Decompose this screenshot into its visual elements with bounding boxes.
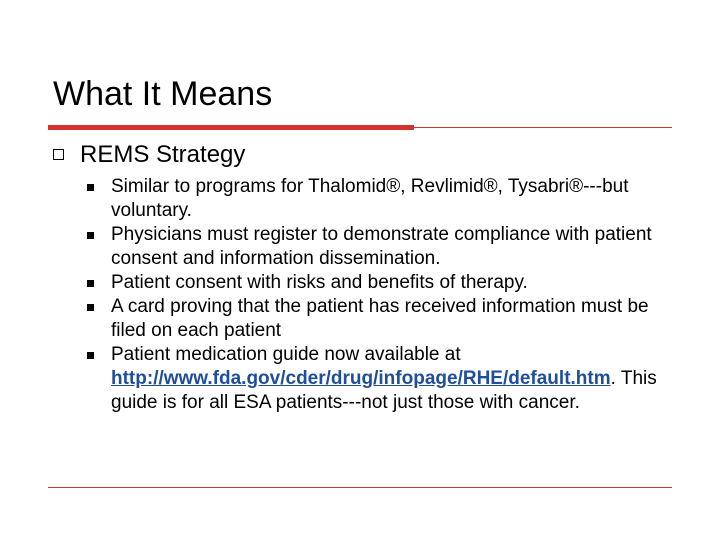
- square-bullet-icon: [87, 280, 94, 287]
- sub-bullet-text: A card proving that the patient has received information must be filed on each patient: [111, 296, 649, 341]
- list-item: [111, 271, 677, 295]
- slide-title: What It Means: [53, 75, 273, 113]
- list-item: [111, 295, 677, 343]
- hollow-square-bullet-icon: [53, 149, 64, 160]
- sub-bullet-text: Physicians must register to demonstrate compliance with patient consent and information dissemination.: [111, 224, 652, 269]
- list-item: [111, 175, 677, 223]
- main-bullet-text: REMS Strategy: [80, 141, 246, 168]
- sub-bullet-text-before-link: Patient medication guide now available at: [111, 344, 461, 365]
- list-item: [111, 343, 677, 415]
- square-bullet-icon: [87, 184, 94, 191]
- bottom-divider: [48, 487, 672, 488]
- square-bullet-icon: [87, 352, 94, 359]
- square-bullet-icon: [87, 232, 94, 239]
- fda-medication-guide-link[interactable]: http://www.fda.gov/cder/drug/infopage/RHE/default.htm: [111, 368, 611, 389]
- square-bullet-icon: [87, 304, 94, 311]
- sub-bullet-list: [111, 175, 677, 415]
- list-item: [111, 223, 677, 271]
- title-underline-accent: [48, 125, 414, 130]
- sub-bullet-text: Patient consent with risks and benefits of therapy.: [111, 272, 528, 293]
- sub-bullet-text-after-link: . This guide is for all ESA patients---not just those with cancer.: [111, 368, 657, 413]
- sub-bullet-text: Similar to programs for Thalomid®, Revlimid®, Tysabri®---but voluntary.: [111, 176, 629, 221]
